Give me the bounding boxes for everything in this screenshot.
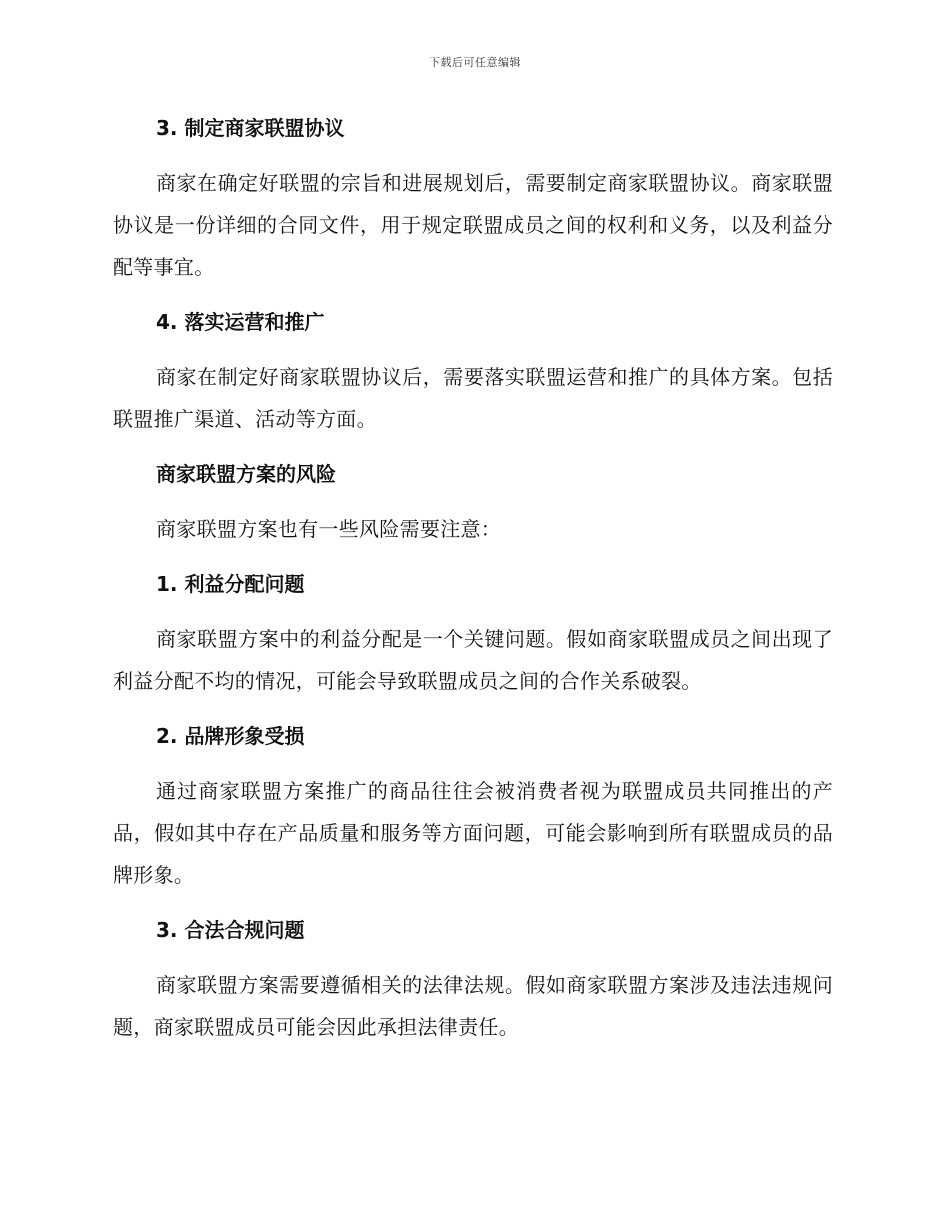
paragraph-brand: 通过商家联盟方案推广的商品往往会被消费者视为联盟成员共同推出的产品，假如其中存在产品质量和服务等方面问题，可能会影响到所有联盟成员的品牌形象。 xyxy=(113,779,833,887)
section-heading-4-operation: 4. 落实运营和推广 xyxy=(156,310,325,334)
document-body xyxy=(113,108,833,1048)
paragraph-compliance: 商家联盟方案需要遵循相关的法律法规。假如商家联盟方案涉及违法违规问题，商家联盟成员可能会因此承担法律责任。 xyxy=(113,973,833,1039)
paragraph-risks-intro: 商家联盟方案也有一些风险需要注意： xyxy=(156,517,502,541)
section-heading-3-compliance: 3. 合法合规问题 xyxy=(156,918,305,942)
paragraph-profit: 商家联盟方案中的利益分配是一个关键问题。假如商家联盟成员之间出现了利益分配不均的情况，可能会导致联盟成员之间的合作关系破裂。 xyxy=(113,627,833,693)
paragraph-agreement: 商家在确定好联盟的宗旨和进展规划后，需要制定商家联盟协议。商家联盟协议是一份详细的合同文件，用于规定联盟成员之间的权利和义务，以及利益分配等事宜。 xyxy=(113,171,833,279)
section-heading-3-agreement: 3. 制定商家联盟协议 xyxy=(156,116,345,140)
paragraph-operation: 商家在制定好商家联盟协议后，需要落实联盟运营和推广的具体方案。包括联盟推广渠道、活动等方面。 xyxy=(113,365,833,431)
section-heading-2-brand: 2. 品牌形象受损 xyxy=(156,724,305,748)
section-heading-risks: 商家联盟方案的风险 xyxy=(156,462,336,486)
section-heading-1-profit: 1. 利益分配问题 xyxy=(156,572,305,596)
page-header: 下载后可任意编辑 xyxy=(429,56,521,69)
